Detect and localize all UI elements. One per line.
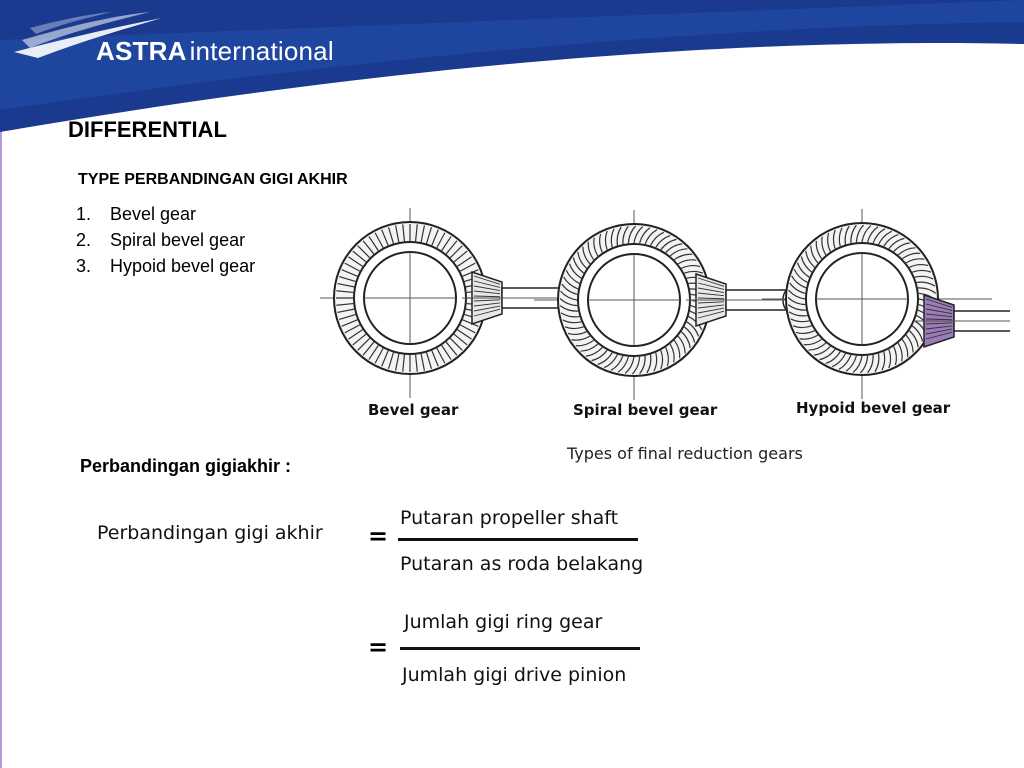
- logo-suffix: international: [189, 36, 334, 66]
- slide-title: DIFFERENTIAL: [68, 117, 227, 142]
- list-label: Hypoid bevel gear: [110, 256, 256, 276]
- drive-pinion-icon: [914, 295, 1010, 347]
- hypoid-bevel-gear-drawing: [762, 209, 1010, 399]
- equals-sign: =: [368, 633, 389, 661]
- numerator-ring-gear-teeth: Jumlah gigi ring gear: [404, 611, 603, 633]
- caption-spiral-bevel-gear: Spiral bevel gear: [573, 401, 718, 419]
- caption-hypoid-bevel-gear: Hypoid bevel gear: [796, 399, 951, 417]
- bevel-gear-drawing: [320, 208, 590, 398]
- gear-types-illustration: [320, 205, 1010, 405]
- list-label: Spiral bevel gear: [110, 230, 246, 250]
- fraction-line: [400, 647, 640, 650]
- denominator-drive-pinion-teeth: Jumlah gigi drive pinion: [402, 664, 627, 686]
- list-label: Bevel gear: [110, 204, 197, 224]
- list-number: 2.: [76, 230, 92, 250]
- caption-bevel-gear: Bevel gear: [368, 401, 459, 419]
- list-item: [76, 253, 255, 279]
- slide-subtitle: TYPE PERBANDINGAN GIGI AKHIR: [78, 171, 348, 188]
- logo-brand: ASTRA: [96, 36, 187, 66]
- list-number: 3.: [76, 256, 92, 276]
- list-item: [76, 227, 255, 253]
- numerator-propeller-shaft: Putaran propeller shaft: [400, 507, 619, 529]
- formula-lhs: Perbandingan gigi akhir: [97, 522, 323, 544]
- company-logo: [96, 36, 334, 67]
- figure-caption: Types of final reduction gears: [567, 444, 803, 463]
- ratio-heading: Perbandingan gigiakhir :: [80, 456, 292, 476]
- spiral-bevel-gear-drawing: [534, 210, 814, 400]
- equals-sign: =: [368, 522, 389, 550]
- list-number: 1.: [76, 204, 92, 224]
- gear-type-list: [76, 201, 255, 279]
- list-item: [76, 201, 255, 227]
- fraction-line: [398, 538, 638, 541]
- denominator-rear-axle: Putaran as roda belakang: [400, 553, 644, 575]
